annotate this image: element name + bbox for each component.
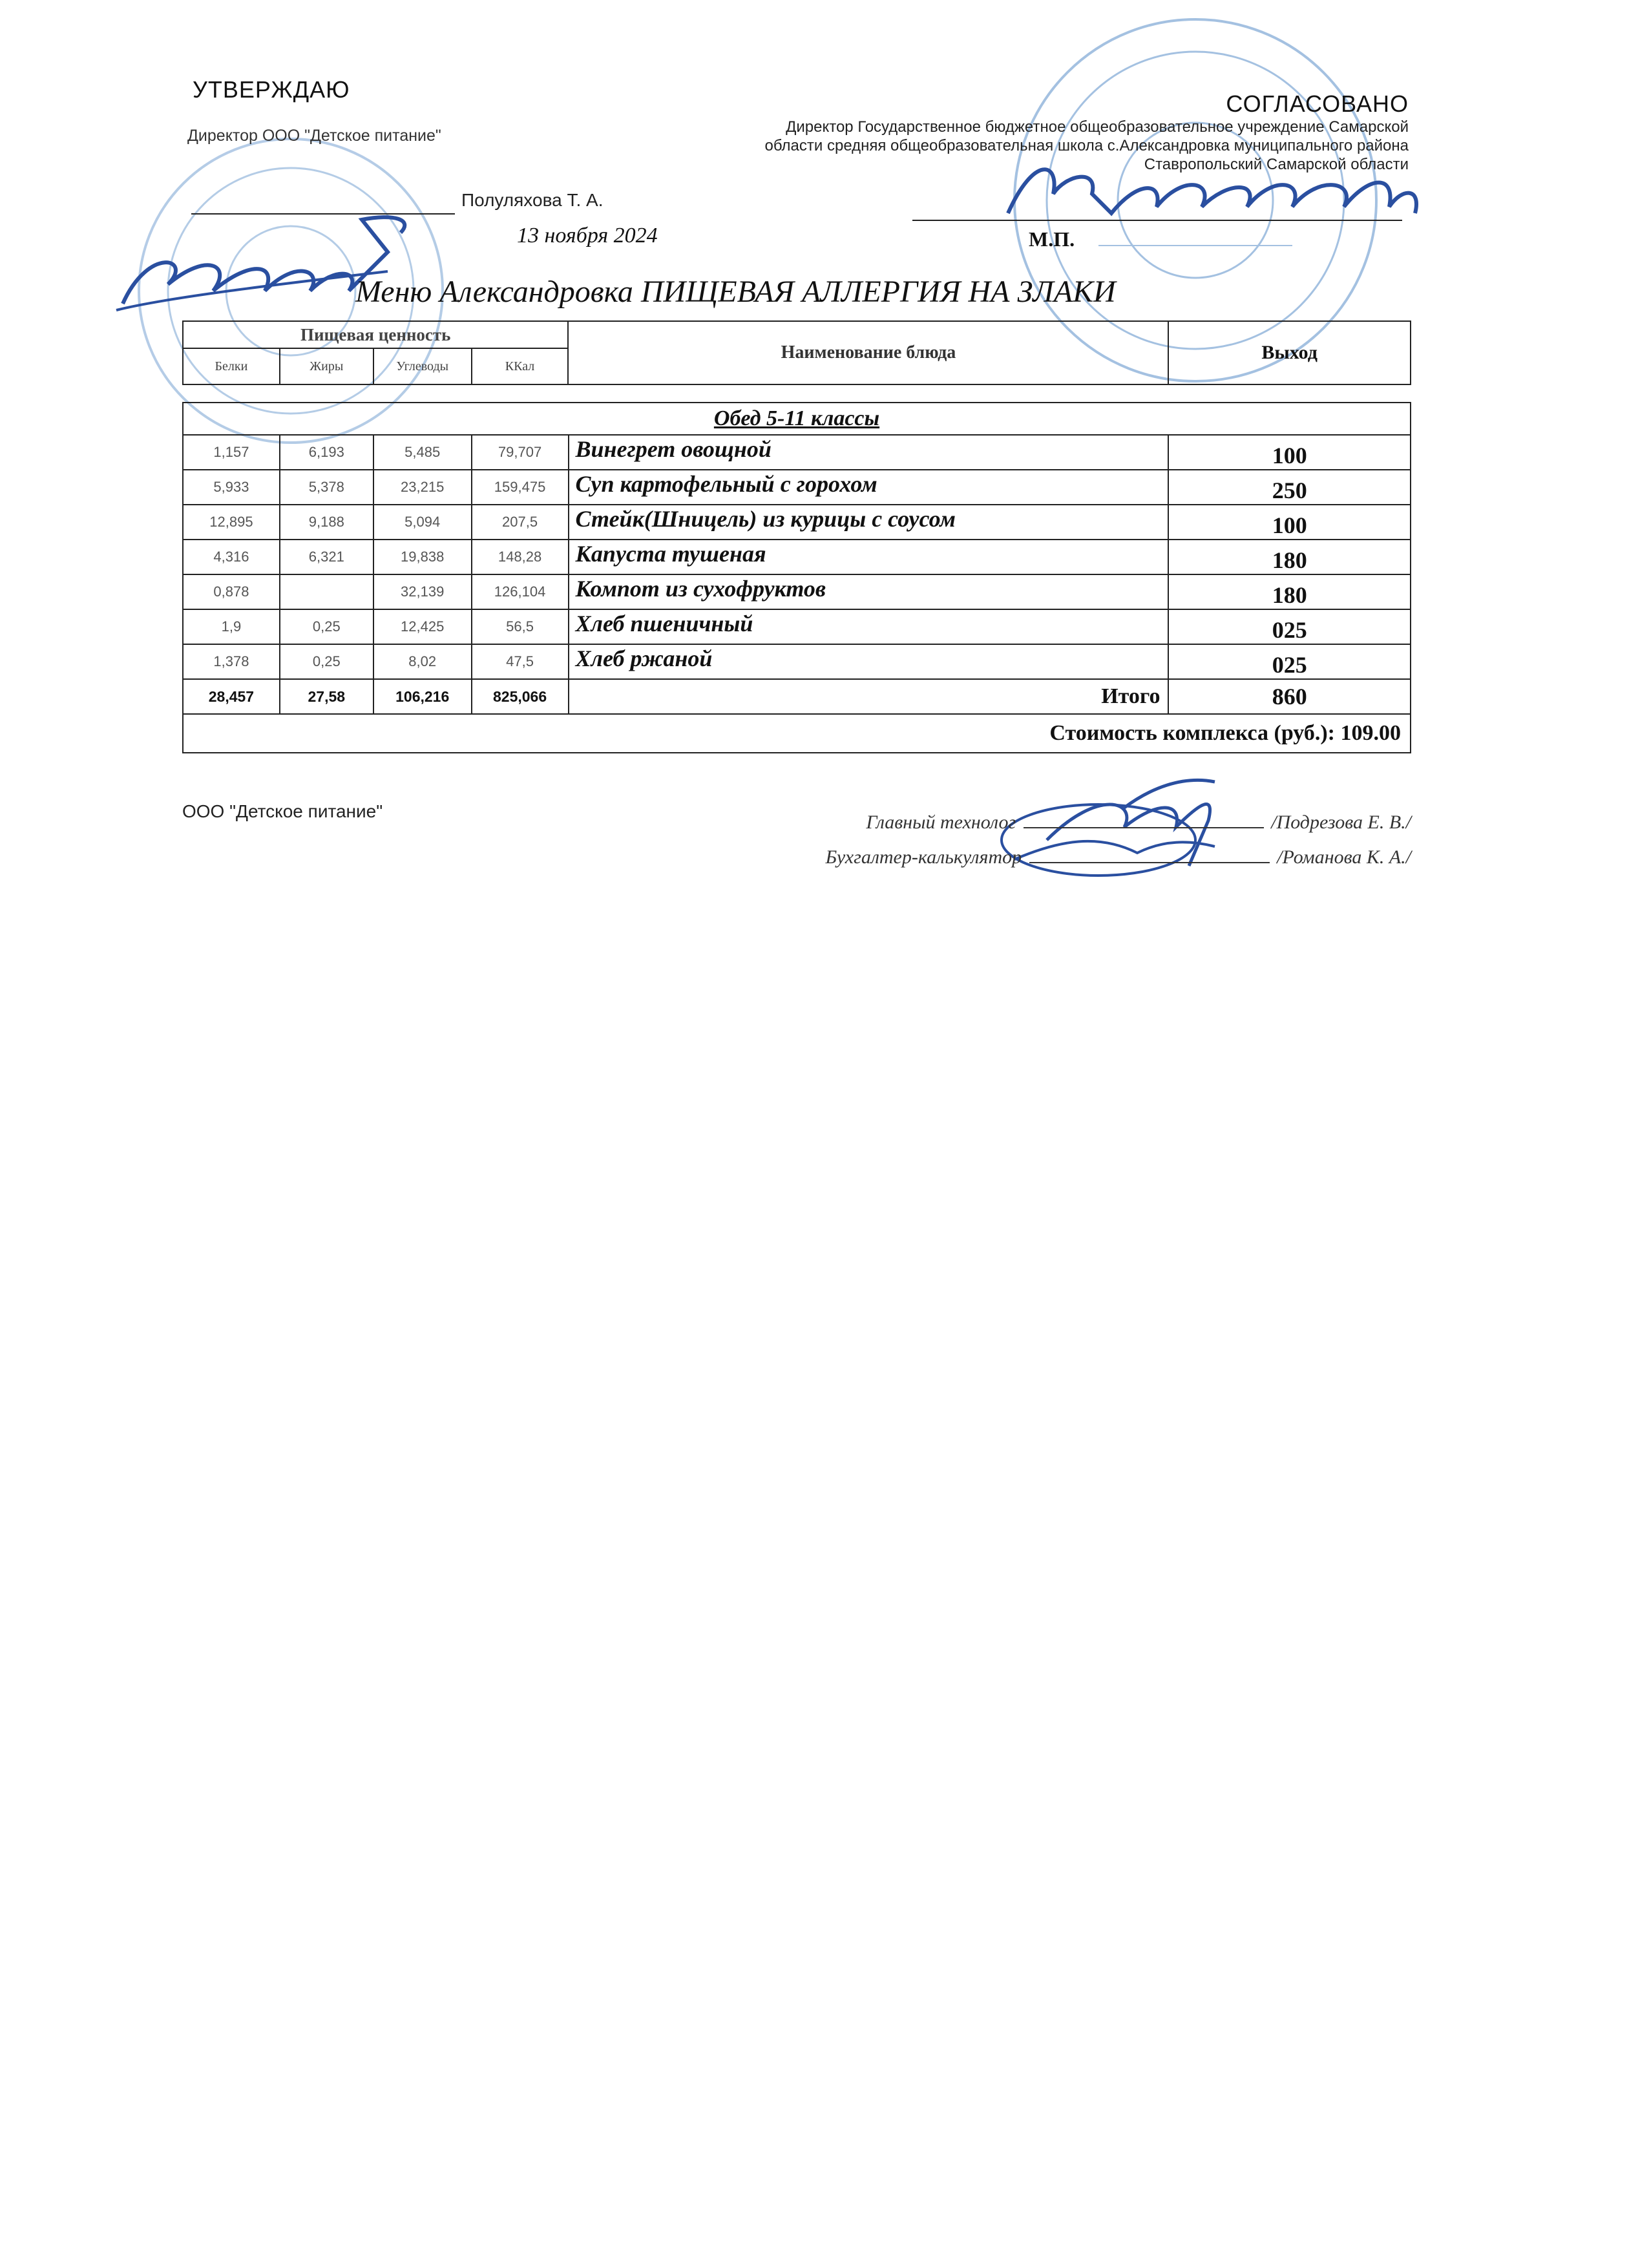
protein-cell: 4,316 [183,540,280,574]
carbs-cell: 12,425 [373,609,472,644]
total-label: Итого [569,679,1169,714]
approve-title: УТВЕРЖДАЮ [193,76,350,103]
menu-header-table [182,320,1411,385]
total-protein-cell: 28,457 [183,679,280,714]
dish-cell: Капуста тушеная [569,540,1169,574]
carbs-cell: 19,838 [373,540,472,574]
fat-cell: 5,378 [280,470,373,505]
accountant-signature-line [1029,846,1270,863]
stamp-mark: М.П. [1029,227,1075,251]
fat-cell: 0,25 [280,609,373,644]
table-row [183,609,1411,644]
yield-cell: 180 [1168,540,1411,574]
carbs-header: Углеводы [373,348,472,384]
agree-signature-line [912,220,1402,221]
technologist-role: Главный технолог [866,812,1016,833]
dish-cell: Хлеб ржаной [569,644,1169,679]
approve-date: 13 ноября 2024 [517,224,658,247]
protein-cell: 0,878 [183,574,280,609]
total-yield-cell: 860 [1168,679,1411,714]
kcal-header: ККал [472,348,569,384]
table-row [183,574,1411,609]
nutrition-group-header: Пищевая ценность [183,321,568,348]
yield-cell: 180 [1168,574,1411,609]
kcal-cell: 148,28 [472,540,569,574]
kcal-cell: 79,707 [472,435,569,470]
fat-cell: 6,193 [280,435,373,470]
technologist-signature-line [1024,812,1264,828]
carbs-cell: 32,139 [373,574,472,609]
accountant-signature-row [826,846,1411,868]
carbs-cell: 8,02 [373,644,472,679]
dish-cell: Суп картофельный с горохом [569,470,1169,505]
technologist-signature-row [866,812,1411,834]
agree-role [666,118,1409,174]
yield-cell: 025 [1168,644,1411,679]
table-row [183,470,1411,505]
table-row [183,435,1411,470]
dish-cell: Стейк(Шницель) из курицы с соусом [569,505,1169,540]
fat-cell: 0,25 [280,644,373,679]
table-row [183,505,1411,540]
total-fat-cell: 27,58 [280,679,373,714]
protein-cell: 1,9 [183,609,280,644]
signature-agree [1008,169,1416,213]
yield-cell: 025 [1168,609,1411,644]
approve-name: Полуляхова Т. А. [461,190,604,210]
table-row [183,540,1411,574]
agree-role-line2: области средняя общеобразовательная школа с.Александровка муниципального района [764,137,1409,154]
carbs-cell: 5,485 [373,435,472,470]
agree-title: СОГЛАСОВАНО [1226,90,1409,117]
carbs-cell: 5,094 [373,505,472,540]
protein-cell: 1,378 [183,644,280,679]
yield-header: Выход [1168,321,1411,384]
carbs-cell: 23,215 [373,470,472,505]
fat-cell: 9,188 [280,505,373,540]
total-carbs-cell: 106,216 [373,679,472,714]
protein-cell: 5,933 [183,470,280,505]
dish-cell: Винегрет овощной [569,435,1169,470]
kcal-cell: 47,5 [472,644,569,679]
kcal-cell: 126,104 [472,574,569,609]
menu-table [182,402,1411,753]
kcal-cell: 56,5 [472,609,569,644]
yield-cell: 100 [1168,505,1411,540]
protein-cell: 1,157 [183,435,280,470]
yield-cell: 100 [1168,435,1411,470]
fat-header: Жиры [280,348,373,384]
agree-role-line1: Директор Государственное бюджетное общеобразовательное учреждение Самарской [786,118,1409,136]
protein-header: Белки [183,348,280,384]
total-row [183,679,1411,714]
table-row [183,644,1411,679]
accountant-name: /Романова К. А./ [1277,846,1411,868]
approve-signature-line [191,213,455,215]
fat-cell: 6,321 [280,540,373,574]
agree-role-line3: Ставропольский Самарской области [1144,156,1409,173]
dish-cell: Компот из сухофруктов [569,574,1169,609]
approve-role: Директор ООО "Детское питание" [187,127,441,145]
kcal-cell: 207,5 [472,505,569,540]
dish-cell: Хлеб пшеничный [569,609,1169,644]
dish-name-header: Наименование блюда [568,321,1168,384]
section-title: Обед 5-11 классы [183,403,1411,435]
protein-cell: 12,895 [183,505,280,540]
footer-org: ООО "Детское питание" [182,801,383,821]
technologist-name: /Подрезова Е. В./ [1271,812,1411,833]
total-kcal-cell: 825,066 [472,679,569,714]
fat-cell [280,574,373,609]
kcal-cell: 159,475 [472,470,569,505]
yield-cell: 250 [1168,470,1411,505]
accountant-role: Бухгалтер-калькулятор [825,846,1022,868]
menu-title: Меню Александровка ПИЩЕВАЯ АЛЛЕРГИЯ НА ЗЛАКИ [355,275,1116,309]
complex-cost: Стоимость комплекса (руб.): 109.00 [183,714,1411,753]
